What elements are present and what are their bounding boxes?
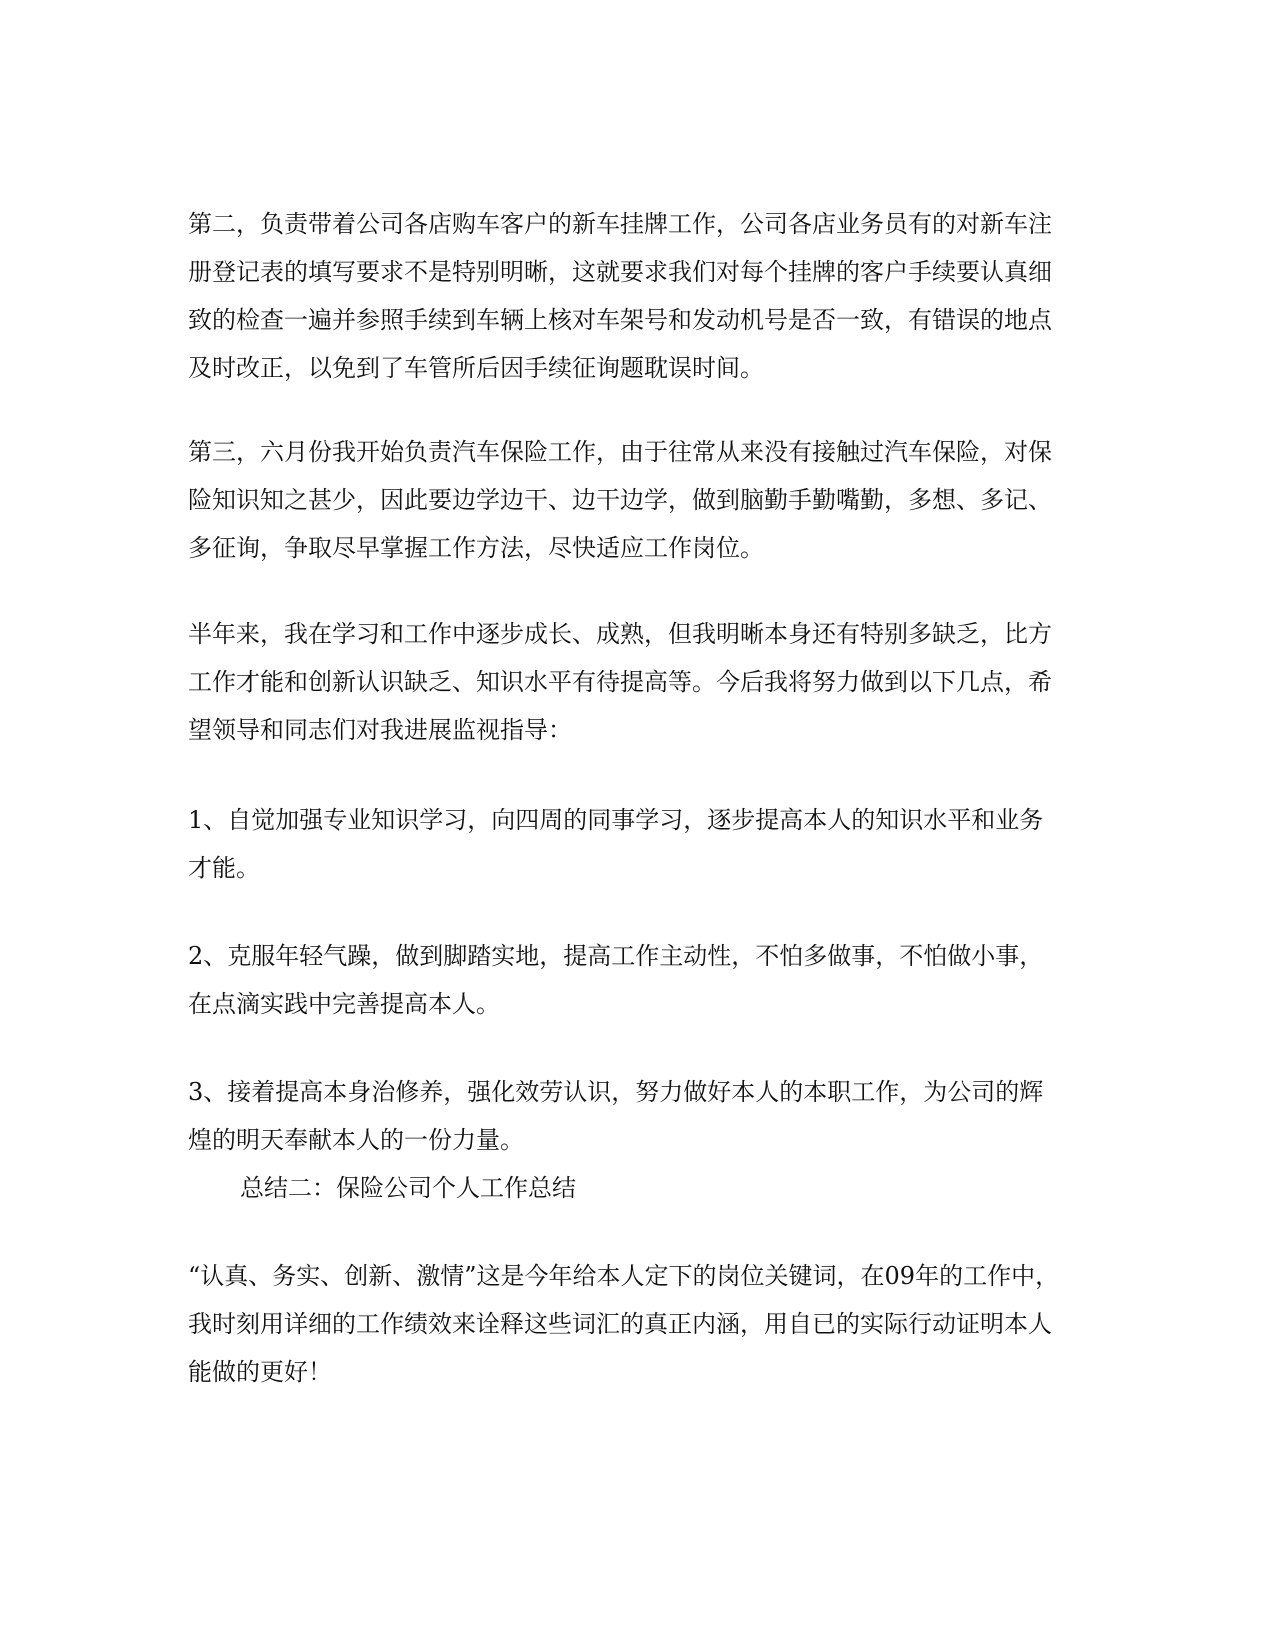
list-item-3 xyxy=(188,1068,1098,1164)
text-line: 望领导和同志们对我进展监视指导： xyxy=(188,716,572,744)
text-line: 多征询，争取尽早掌握工作方法，尽快适应工作岗位。 xyxy=(188,534,764,562)
text-line: 半年来，我在学习和工作中逐步成长、成熟，但我明晰本身还有特别多缺乏，比方 xyxy=(188,620,1052,648)
list-item-1 xyxy=(188,796,1098,892)
text-line: 险知识知之甚少，因此要边学边干、边干边学，做到脑勤手勤嘴勤，多想、多记、 xyxy=(188,486,1052,514)
paragraph-third-duty xyxy=(188,428,1098,572)
text-line: 能做的更好！ xyxy=(188,1358,332,1386)
text-line: 致的检查一遍并参照手续到车辆上核对车架号和发动机号是否一致，有错误的地点 xyxy=(188,306,1052,334)
text-line: 册登记表的填写要求不是特别明晰，这就要求我们对每个挂牌的客户手续要认真细 xyxy=(188,258,1052,286)
text-line: 才能。 xyxy=(188,854,260,882)
text-line: 第二，负责带着公司各店购车客户的新车挂牌工作，公司各店业务员有的对新车注 xyxy=(188,210,1052,238)
text-line: 1、自觉加强专业知识学习，向四周的同事学习，逐步提高本人的知识水平和业务 xyxy=(188,806,1044,834)
text-line: 3、接着提高本身治修养，强化效劳认识，努力做好本人的本职工作，为公司的辉 xyxy=(188,1078,1044,1106)
text-line: 2、克服年轻气躁，做到脚踏实地，提高工作主动性，不怕多做事，不怕做小事， xyxy=(188,942,1044,970)
text-line: 及时改正，以免到了车管所后因手续征询题耽误时间。 xyxy=(188,354,764,382)
list-item-2 xyxy=(188,932,1098,1028)
text-line: 我时刻用详细的工作绩效来诠释这些词汇的真正内涵，用自已的实际行动证明本人 xyxy=(188,1310,1052,1338)
paragraph-keywords xyxy=(188,1252,1098,1396)
text-line: 煌的明天奉献本人的一份力量。 xyxy=(188,1126,524,1154)
text-line: 第三，六月份我开始负责汽车保险工作，由于往常从来没有接触过汽车保险，对保 xyxy=(188,438,1052,466)
section-heading: 总结二：保险公司个人工作总结 xyxy=(240,1174,576,1202)
paragraph-half-year-review xyxy=(188,610,1098,754)
text-line: “认真、务实、创新、激情”这是今年给本人定下的岗位关键词，在09年的工作中， xyxy=(188,1262,1060,1290)
paragraph-second-duty xyxy=(188,200,1098,392)
text-line: 工作才能和创新认识缺乏、知识水平有待提高等。今后我将努力做到以下几点，希 xyxy=(188,668,1052,696)
text-line: 在点滴实践中完善提高本人。 xyxy=(188,990,500,1018)
